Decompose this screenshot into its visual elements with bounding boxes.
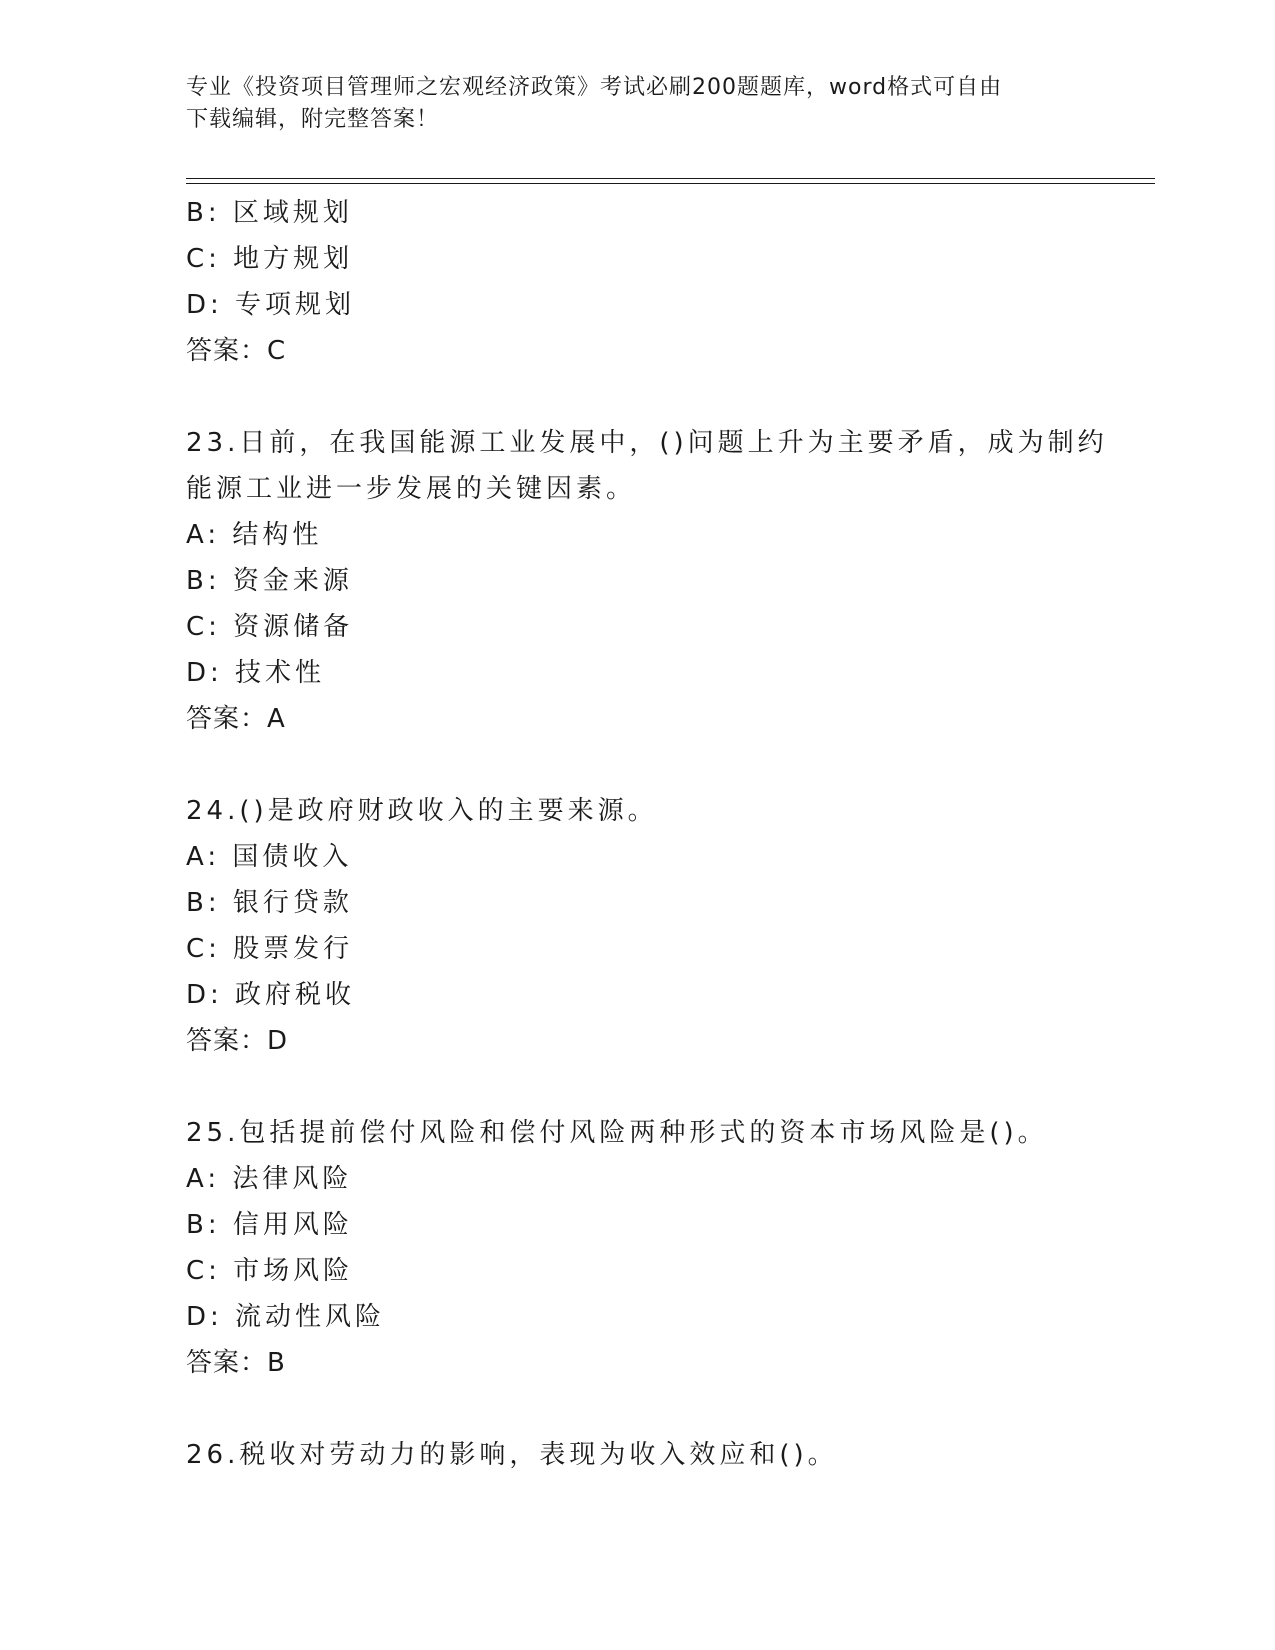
option-a: A: 法律风险: [186, 1164, 353, 1194]
question-23: [186, 420, 1126, 742]
option-a: A: 结构性: [186, 520, 323, 550]
answer: 答案：A: [186, 704, 286, 734]
answer: 答案：B: [186, 1348, 286, 1378]
option-b: B: 资金来源: [186, 566, 353, 596]
option-d: D: 流动性风险: [186, 1302, 386, 1332]
spacer: [186, 1386, 1126, 1432]
option-d: D: 技术性: [186, 658, 326, 688]
answer: 答案：C: [186, 336, 287, 366]
question-25: [186, 1110, 1126, 1386]
document-header: [186, 72, 1086, 136]
answer: 答案：D: [186, 1026, 289, 1056]
option-c: C: 资源储备: [186, 612, 354, 642]
header-line-2: 下载编辑，附完整答案！: [186, 107, 440, 132]
header-line-1: 专业《投资项目管理师之宏观经济政策》考试必刷200题题库，word格式可自由: [186, 75, 1003, 100]
question-24: [186, 788, 1126, 1064]
option-d: D: 专项规划: [186, 290, 356, 320]
question-stem-line-2: 能源工业进一步发展的关键因素。: [186, 474, 637, 504]
question-stem-line-1: 23.日前，在我国能源工业发展中，()问题上升为主要矛盾，成为制约: [186, 428, 1108, 458]
option-b: B: 信用风险: [186, 1210, 353, 1240]
question-list: [186, 190, 1126, 1478]
option-c: C: 地方规划: [186, 244, 354, 274]
option-c: C: 股票发行: [186, 934, 354, 964]
option-c: C: 市场风险: [186, 1256, 354, 1286]
question-stem: 25.包括提前偿付风险和偿付风险两种形式的资本市场风险是()。: [186, 1118, 1048, 1148]
option-b: B: 银行贷款: [186, 888, 353, 918]
question-stem: 24.()是政府财政收入的主要来源。: [186, 796, 658, 826]
question-stem: 26.税收对劳动力的影响，表现为收入效应和()。: [186, 1440, 838, 1470]
header-divider: [186, 178, 1155, 184]
option-d: D: 政府税收: [186, 980, 356, 1010]
question-26: [186, 1432, 1126, 1478]
spacer: [186, 742, 1126, 788]
spacer: [186, 1064, 1126, 1110]
option-b: B: 区域规划: [186, 198, 353, 228]
option-a: A: 国债收入: [186, 842, 353, 872]
spacer: [186, 374, 1126, 420]
question-22-tail: [186, 190, 1126, 374]
